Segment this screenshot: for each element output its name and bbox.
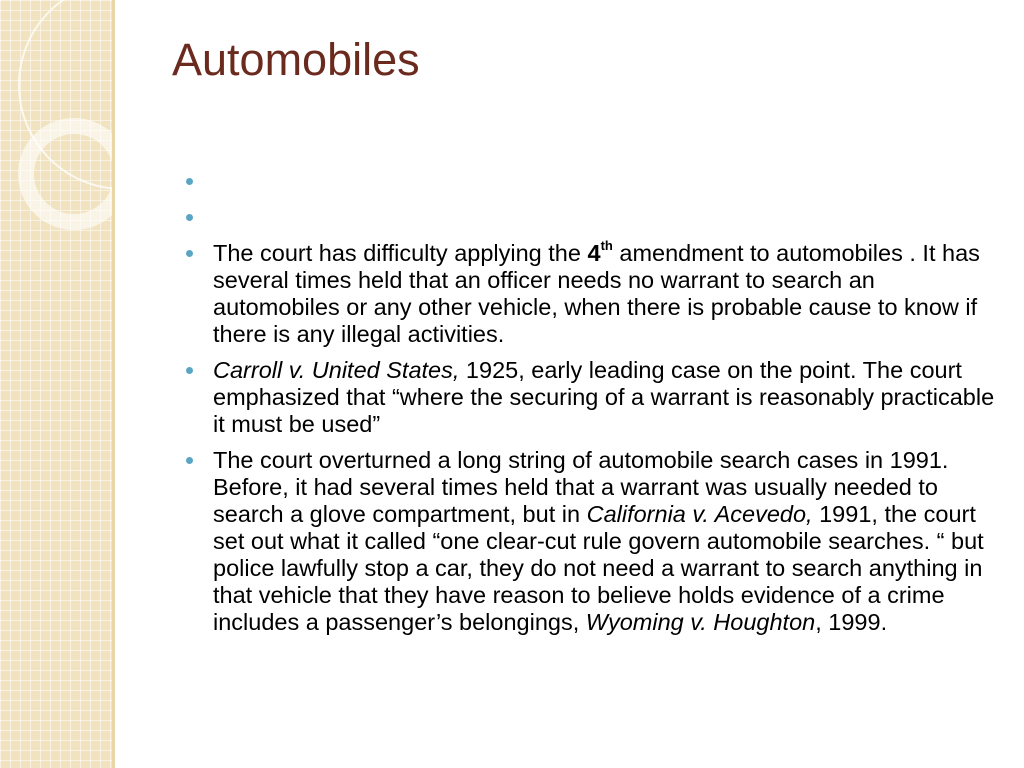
bullet-item	[186, 240, 996, 348]
bullet-text-segment: The court overturned a long string of automobile search cases in 1991. Before, it had several times held that a warrant was usually needed to search a glove compartment, but in	[213, 447, 949, 527]
bullet-text-segment: California v. Acevedo,	[586, 501, 813, 527]
slide-title: Automobiles	[172, 34, 420, 85]
bullet-item	[186, 357, 996, 438]
bullet-dot-icon	[186, 367, 193, 374]
decorative-sidebar	[0, 0, 112, 768]
bullet-text-segment: Wyoming v. Houghton	[585, 609, 816, 635]
bullet-text-segment: 4	[587, 240, 601, 266]
bullet-text-segment: th	[600, 238, 613, 254]
bullet-text-segment: amendment to automobiles . It has several times held that an officer needs no warrant to search an automobiles or any other vehicle, when there is probable cause to know if there is any illegal activities.	[213, 240, 980, 347]
bullet-text-segment: , 1999.	[815, 609, 888, 635]
bullet-text-segment: 1991, the court set out what it called “one clear-cut rule govern automobile searches. “ but police lawfully stop a car, they do not need a warrant to search anything in that vehicle that they have reason to believe holds evidence of a crime includes a passenger’s belongings,	[213, 501, 984, 635]
sidebar-edge	[112, 0, 115, 768]
bullet-item	[186, 447, 996, 636]
bullet-dot-icon	[186, 214, 193, 221]
bullet-dot-icon	[186, 178, 193, 185]
bullet-text-segment: Carroll v. United States,	[213, 357, 460, 383]
bullet-dot-icon	[186, 250, 193, 257]
bullet-item	[186, 204, 996, 231]
bullet-text-segment: 1925, early leading case on the point. The court emphasized that “where the securing of a warrant is reasonably practicable it must be used”	[213, 357, 995, 437]
bullet-text-segment: The court has difficulty applying the	[213, 240, 588, 266]
bullet-dot-icon	[186, 457, 193, 464]
bullet-item	[186, 168, 996, 195]
bullet-list	[186, 168, 996, 645]
